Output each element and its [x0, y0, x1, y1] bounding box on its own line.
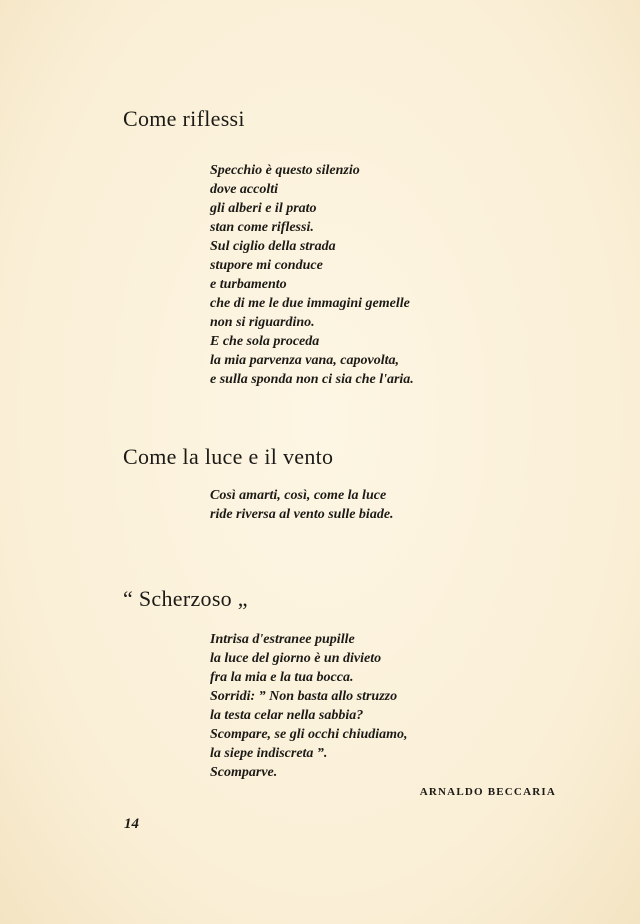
poem-line: ride riversa al vento sulle biade.	[210, 507, 394, 522]
page-number: 14	[124, 816, 139, 832]
poem-line: la siepe indiscreta ”.	[210, 746, 328, 761]
poem-body	[210, 161, 414, 389]
poem-line: stupore mi conduce	[210, 258, 323, 273]
poem-line: Così amarti, così, come la luce	[210, 488, 387, 503]
poem-title: Come riflessi	[123, 106, 245, 131]
poem-line: e turbamento	[210, 277, 287, 292]
poem-line: non si riguardino.	[210, 315, 315, 330]
poem-body	[210, 630, 408, 782]
poem-line: la luce del giorno è un divieto	[210, 651, 382, 666]
poem-line: dove accolti	[210, 182, 279, 197]
poem-line: fra la mia e la tua bocca.	[210, 670, 354, 685]
poem-line: Specchio è questo silenzio	[210, 163, 360, 178]
poem-line: la mia parvenza vana, capovolta,	[210, 353, 399, 368]
poem-title: “ Scherzoso „	[123, 586, 248, 611]
poem-line: E che sola proceda	[210, 334, 320, 349]
author-signature: ARNALDO BECCARIA	[419, 786, 556, 798]
poem-line: Intrisa d'estranee pupille	[210, 632, 355, 647]
poem-line: la testa celar nella sabbia?	[210, 708, 364, 723]
poem-title: Come la luce e il vento	[123, 444, 334, 469]
poem-body	[210, 486, 394, 524]
poem-line: che di me le due immagini gemelle	[210, 296, 410, 311]
poem-line: Scompare, se gli occhi chiudiamo,	[210, 727, 408, 742]
poem-line: stan come riflessi.	[210, 220, 314, 235]
poem-line: Sorridi: ” Non basta allo struzzo	[210, 689, 398, 704]
poem-line: e sulla sponda non ci sia che l'aria.	[210, 372, 414, 387]
poem-line: Sul ciglio della strada	[210, 239, 336, 254]
poem-line: gli alberi e il prato	[210, 201, 317, 216]
poem-line: Scomparve.	[210, 765, 278, 780]
